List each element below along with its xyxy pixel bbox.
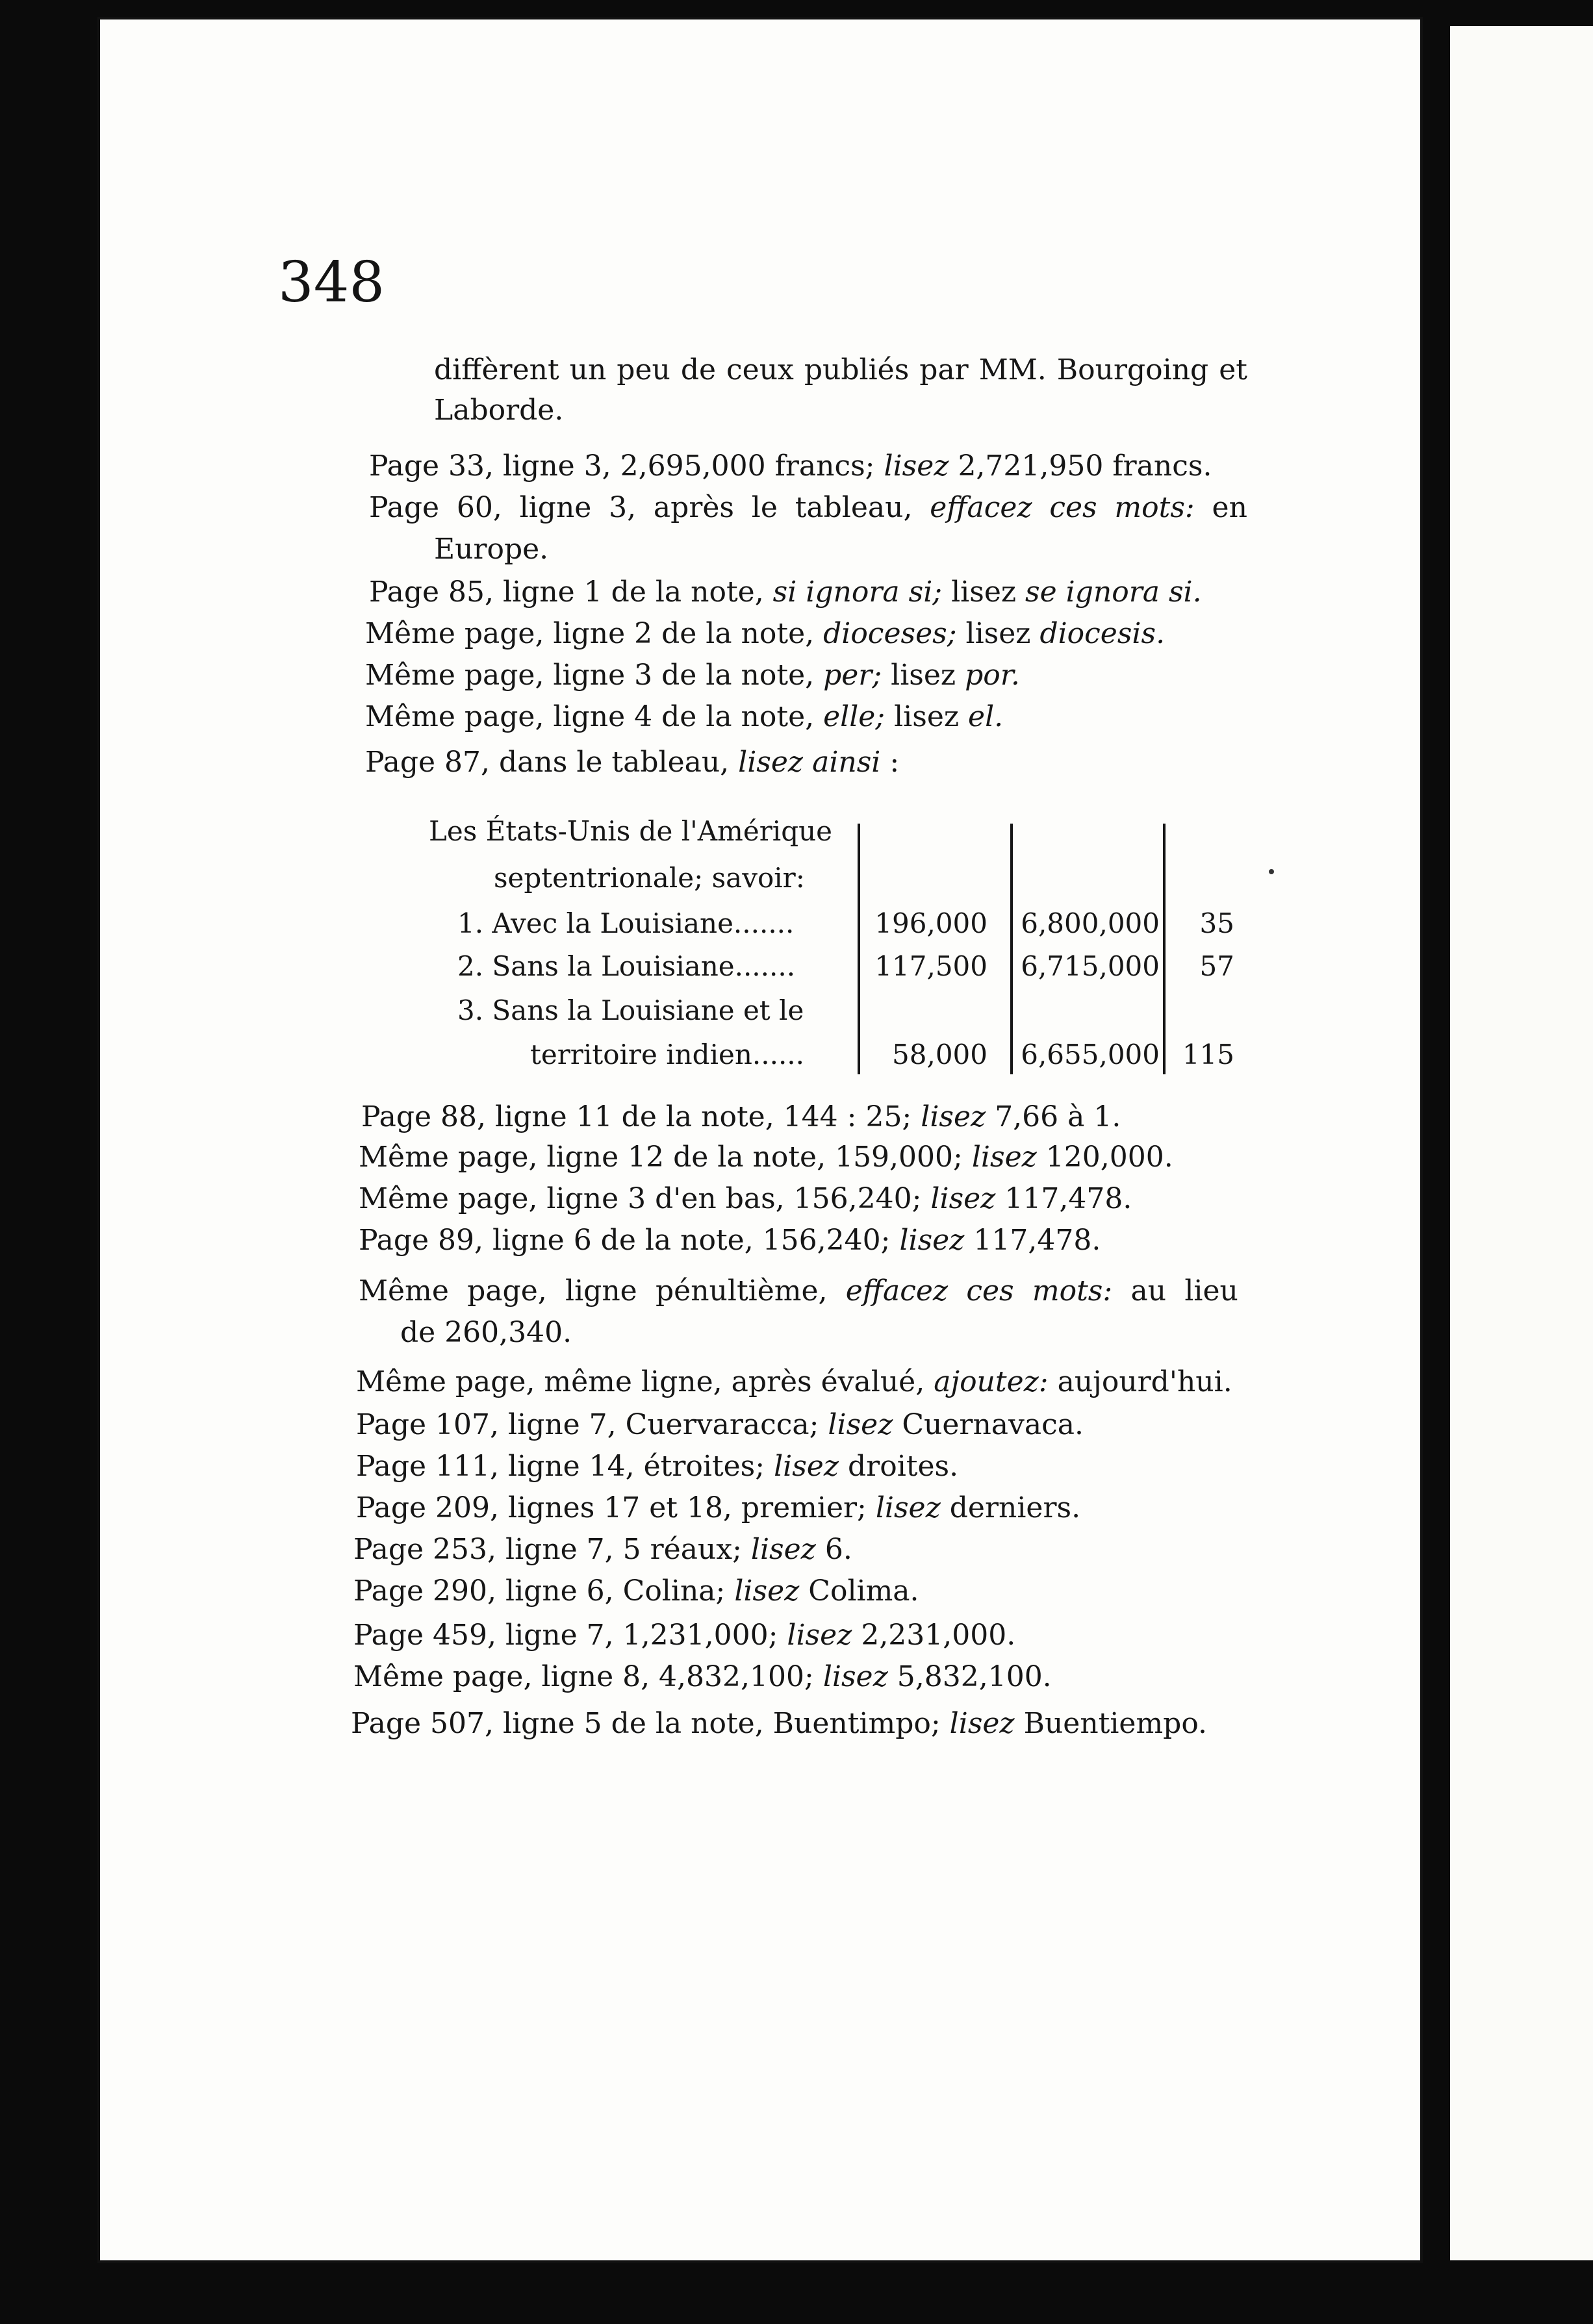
errata-line — [353, 1658, 1133, 1697]
errata-line — [365, 698, 1145, 737]
errata-line — [361, 1098, 1193, 1137]
text-run: Laborde. — [434, 394, 564, 427]
word: en — [1212, 491, 1247, 524]
text-run: Buentiempo. — [1014, 1707, 1208, 1740]
italic-text: lisez — [828, 1408, 893, 1441]
text-run: Page 290, ligne 6, Colina; — [353, 1574, 735, 1608]
text-run: Même page, ligne 8, 4,832,100; — [353, 1660, 823, 1693]
table-heading-2: septentrionale; savoir: — [494, 862, 805, 894]
italic-word: ces — [1049, 491, 1097, 524]
errata-line — [353, 1572, 1003, 1611]
table-row-label: territoire indien...... — [530, 1039, 805, 1070]
word: diffèrent — [434, 353, 559, 386]
italic-text: lisez ainsi — [738, 746, 881, 779]
italic-text: lisez — [875, 1491, 941, 1524]
text-run: Page 459, ligne 7, 1,231,000; — [353, 1619, 787, 1652]
errata-line — [369, 447, 1214, 486]
text-run: 117,478. — [964, 1224, 1101, 1257]
text-run: Page 111, ligne 14, étroites; — [356, 1450, 774, 1483]
word: le — [751, 491, 778, 524]
adjacent-page-edge — [1450, 26, 1593, 2260]
word: ligne — [519, 491, 592, 524]
word: au — [1130, 1274, 1167, 1307]
text-run: droites. — [839, 1450, 959, 1483]
word: lieu — [1184, 1274, 1238, 1307]
text-run: Page 89, ligne 6 de la note, 156,240; — [359, 1224, 900, 1257]
text-run: 117,478. — [995, 1182, 1132, 1215]
errata-line — [434, 391, 824, 430]
word: ligne — [565, 1274, 637, 1307]
italic-text: lisez — [899, 1224, 965, 1257]
text-run: 7,66 à 1. — [986, 1100, 1121, 1133]
table-cell-ratio — [1169, 991, 1234, 1030]
italic-word: mots: — [1114, 491, 1195, 524]
errata-line — [434, 530, 694, 569]
errata-line — [351, 1704, 1234, 1743]
errata-line — [359, 1221, 1138, 1260]
italic-word: mots: — [1032, 1274, 1113, 1307]
word: 3, — [609, 491, 637, 524]
text-run: Page 507, ligne 5 de la note, Buentimpo; — [351, 1707, 950, 1740]
text-run: Page 87, dans le tableau, — [365, 746, 739, 779]
table-cell-ratio: 35 — [1199, 907, 1234, 939]
word: de — [680, 353, 717, 386]
text-run: Page 209, lignes 17 et 18, premier; — [356, 1491, 876, 1524]
table-cell-area: 6,715,000 — [1021, 950, 1160, 982]
word: Page — [369, 491, 440, 524]
table-row-label: 3. Sans la Louisiane et le — [457, 994, 804, 1026]
text-run: Même page, ligne 4 de la note, — [365, 700, 824, 733]
italic-text: por. — [965, 659, 1020, 692]
text-run: Même page, ligne 3 d'en bas, 156,240; — [359, 1182, 931, 1215]
errata-line — [356, 1363, 1246, 1402]
italic-text: lisez — [971, 1141, 1037, 1174]
italic-word: effacez — [930, 491, 1032, 524]
italic-text: lisez — [822, 1660, 888, 1693]
table-cell-area: 6,800,000 — [1021, 907, 1160, 939]
text-run: : — [880, 746, 900, 779]
table-cell-population: 117,500 — [874, 950, 988, 982]
word: par — [919, 353, 969, 386]
word: après — [653, 491, 734, 524]
ink-speck — [1269, 869, 1274, 874]
table-cell-ratio: 57 — [1199, 950, 1234, 982]
text-run: Page 85, ligne 1 de la note, — [369, 575, 773, 609]
errata-line — [353, 1530, 1003, 1569]
italic-text: elle; — [823, 700, 886, 733]
text-run: Page 33, ligne 3, 2,695,000 francs; — [369, 449, 884, 483]
word: pénultième, — [655, 1274, 828, 1307]
text-run: 6. — [815, 1533, 852, 1566]
errata-line — [356, 1447, 1136, 1486]
word: un — [569, 353, 607, 386]
italic-text: lisez — [930, 1182, 996, 1215]
italic-text: per; — [823, 659, 882, 692]
word: page, — [467, 1274, 547, 1307]
word: ceux — [726, 353, 794, 386]
table-cell-population — [864, 991, 988, 1030]
text-run: Europe. — [434, 533, 549, 566]
text-run: derniers. — [940, 1491, 1081, 1524]
table-rule-3 — [1163, 824, 1166, 1074]
word: et — [1219, 353, 1247, 386]
errata-line — [369, 488, 1247, 527]
errata-line — [369, 573, 1240, 612]
text-run: Cuernavaca. — [893, 1408, 1084, 1441]
errata-line — [359, 1180, 1138, 1219]
italic-text: lisez — [734, 1574, 800, 1608]
text-run: Colima. — [799, 1574, 919, 1608]
errata-line — [353, 1616, 1133, 1655]
text-run: Page 253, ligne 7, 5 réaux; — [353, 1533, 751, 1566]
text-run: aujourd'hui. — [1048, 1365, 1232, 1398]
text-run: Même page, même ligne, après évalué, — [356, 1365, 934, 1398]
text-run: 2,231,000. — [852, 1619, 1016, 1652]
word: Même — [359, 1274, 449, 1307]
table-cell-population: 196,000 — [874, 907, 988, 939]
errata-line — [365, 614, 1236, 653]
italic-text: lisez — [949, 1707, 1015, 1740]
text-run: Même page, ligne 3 de la note, — [365, 659, 824, 692]
page-number: 348 — [278, 250, 385, 315]
word: publiés — [804, 353, 910, 386]
errata-line — [356, 1489, 1136, 1528]
text-run: lisez — [882, 659, 965, 692]
italic-text: diocesis. — [1039, 617, 1166, 650]
text-run: lisez — [942, 575, 1026, 609]
text-run: de 260,340. — [400, 1316, 572, 1349]
errata-line — [359, 1272, 1238, 1311]
errata-line — [365, 743, 1015, 782]
errata-line — [359, 1138, 1216, 1177]
errata-line — [365, 656, 1145, 695]
italic-text: lisez — [774, 1450, 839, 1483]
italic-text: si ignora si; — [772, 575, 943, 609]
italic-text: lisez — [750, 1533, 816, 1566]
table-cell-area — [1017, 991, 1160, 1030]
text-run: Page 88, ligne 11 de la note, 144 : 25; — [361, 1100, 921, 1133]
errata-line — [400, 1313, 725, 1352]
text-run: 5,832,100. — [887, 1660, 1052, 1693]
table-heading-1: Les États-Unis de l'Amérique — [429, 815, 833, 847]
text-run: 120,000. — [1036, 1141, 1173, 1174]
text-run: lisez — [956, 617, 1040, 650]
text-run: Même page, ligne 12 de la note, 159,000; — [359, 1141, 972, 1174]
word: MM. — [978, 353, 1047, 386]
word: Bourgoing — [1056, 353, 1209, 386]
table-cell-population: 58,000 — [892, 1039, 988, 1070]
word: 60, — [456, 491, 502, 524]
errata-line — [434, 351, 1247, 390]
word: peu — [617, 353, 670, 386]
table-rule-2 — [1010, 824, 1013, 1074]
italic-text: lisez — [884, 449, 949, 483]
italic-text: el. — [968, 700, 1004, 733]
italic-text: lisez — [921, 1100, 986, 1133]
italic-text: lisez — [787, 1619, 852, 1652]
italic-word: ces — [966, 1274, 1014, 1307]
table-cell-ratio: 115 — [1182, 1039, 1234, 1070]
italic-text: ajoutez: — [934, 1365, 1049, 1398]
table-row-label: 2. Sans la Louisiane....... — [457, 950, 796, 982]
table-row-label: 1. Avec la Louisiane....... — [457, 907, 795, 939]
table-cell-area: 6,655,000 — [1021, 1039, 1160, 1070]
text-run: Même page, ligne 2 de la note, — [365, 617, 824, 650]
italic-word: effacez — [845, 1274, 949, 1307]
text-run: lisez — [885, 700, 969, 733]
text-run: Page 107, ligne 7, Cuervaracca; — [356, 1408, 828, 1441]
text-run: 2,721,950 francs. — [949, 449, 1212, 483]
table-rule-1 — [858, 824, 860, 1074]
italic-text: dioceses; — [823, 617, 957, 650]
italic-text: se ignora si. — [1025, 575, 1202, 609]
errata-line — [356, 1406, 1136, 1445]
word: tableau, — [795, 491, 913, 524]
